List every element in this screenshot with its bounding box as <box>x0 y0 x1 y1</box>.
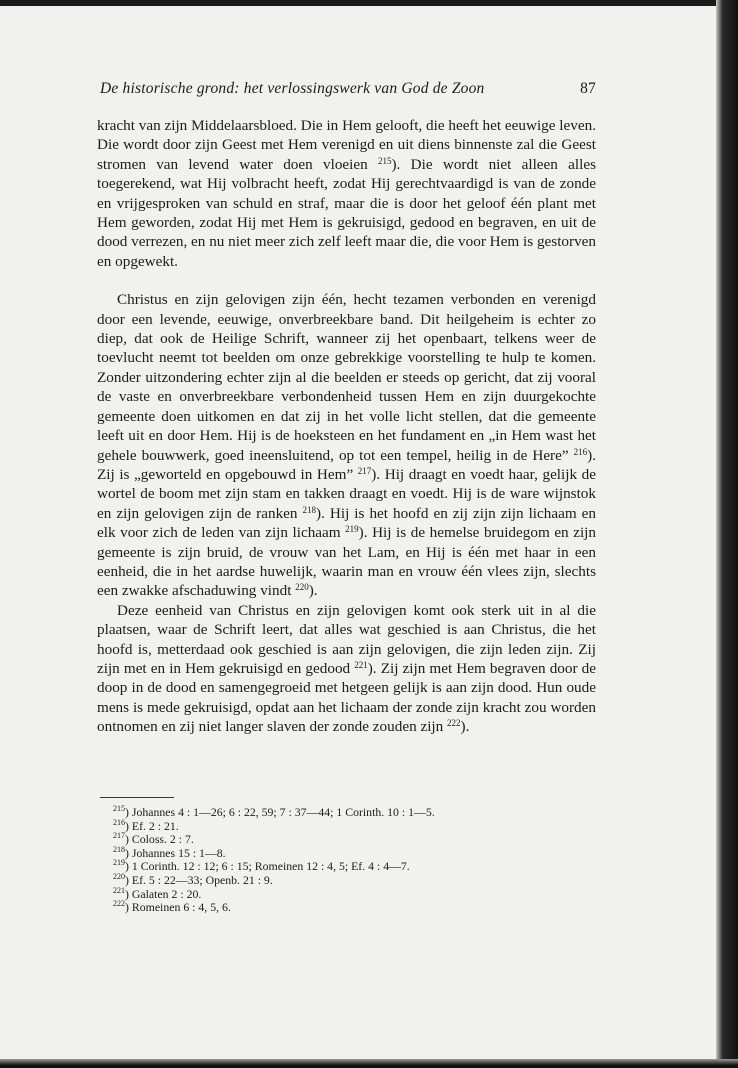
page-edge-bottom <box>0 1059 738 1068</box>
footnote-ref: 222 <box>447 718 461 729</box>
page-edge-right <box>716 0 738 1068</box>
footnote: $^{216}$) Ef. 2 : 21. <box>113 817 179 833</box>
paragraph-3: Deze eenheid van Christus en zijn gelovigen komt ook sterk uit in al die plaatsen, waar de Schrift leert, dat alles wat geschied is aan Christus, die het hoofd is, metterdaad ook geschied is aan zijn gelovigen, die zijn leden zijn. Zij zijn met en in Hem gekruisigd en gedood $^{221}$). Zij zijn met Hem begraven door de doop in de dood en samengegroeid met hetgeen gelijk is aan zijn dood. Hun oude mens is mede gekruisigd, opdat aan het lichaam der zonde zijn kracht zou worden ontnomen en zij niet langer slaven der zonde zouden zijn $^{222}$). <box>97 601 596 736</box>
footnote-ref: 220 <box>295 582 309 593</box>
footnote-ref: 217 <box>357 465 372 476</box>
footnote-ref: 221 <box>354 659 368 670</box>
footnote-ref: 215 <box>378 155 392 166</box>
footnote: $^{218}$) Johannes 15 : 1—8. <box>113 844 226 860</box>
footnote-ref: 216 <box>573 446 588 457</box>
page-number: 87 <box>580 80 596 97</box>
running-header <box>100 80 596 102</box>
footnote-ref: 218 <box>302 504 317 515</box>
footnotes <box>113 806 593 915</box>
footnote: $^{222}$) Romeinen 6 : 4, 5, 6. <box>113 899 231 915</box>
body-text <box>97 116 596 737</box>
footnote-ref: 219 <box>345 524 359 535</box>
footnote: $^{217}$) Coloss. 2 : 7. <box>113 831 194 847</box>
footnote: $^{219}$) 1 Corinth. 12 : 12; 6 : 15; Romeinen 12 : 4, 5; Ef. 4 : 4—7. <box>113 858 410 874</box>
paragraph-2: Christus en zijn gelovigen zijn één, hecht tezamen verbonden en verenigd door een levende, eeuwige, onverbreekbare band. Dit heilgeheim is echter zo diep, dat ook de Heilige Schrift, wanneer zij het openbaart, telkens weer de toevlucht neemt tot beelden om onze gebrekkige voorstelling te hulp te komen. Zonder uitzondering echter zijn al die beelden er steeds op gericht, dat zij vooral de vaste en onverbreekbare verbondenheid tussen Hem en zijn duurgekochte gemeente doen uitkomen en dat zij in het volle licht stellen, dat die gemeente leeft uit en door Hem. Hij is de hoeksteen en het fundament en „in Hem wast het gehele bouwwerk, goed ineensluitend, op tot een tempel, heilig in de Here” $^{216}$). Zij is „geworteld en opgebouwd in Hem” $^{217}$). Hij draagt en voedt haar, gelijk de wortel de boom met zijn stam en takken draagt en voedt. Hij is de ware wijnstok en zijn gelovigen zijn de ranken $^{218}$). Hij is het hoofd en zij zijn zijn lichaam en elk voor zich de leden van zijn lichaam $^{219}$). Hij is de hemelse bruidegom en zijn gemeente is zijn bruid, de vrouw van het Lam, en Hij is één met haar in een eenheid, die in het aardse huwelijk, waarin man en vrouw één vlees zijn, slechts een zwakke afschaduwing vindt $^{220}$). <box>97 291 596 600</box>
paragraph-1: kracht van zijn Middelaarsbloed. Die in Hem gelooft, die heeft het eeuwige leven. Die wordt door zijn Geest met Hem verenigd en uit diens binnenste zal die Geest stromen van levend water doen vloeien $^{215}$). Die wordt niet alleen alles toegerekend, wat Hij volbracht heeft, zodat Hij gerechtvaardigd is van de zonde en vrijgesproken van schuld en straf, maar die is door het geloof één plant met Hem geworden, zodat Hij met Hem is gekruisigd, gedood en begraven, en uit de dood verrezen, en nu niet meer zich zelf leeft maar die, die voor Hem is gestorven en opgewekt. <box>97 117 596 270</box>
footnote-divider <box>100 797 174 798</box>
running-title: De historische grond: het verlossingswerk van God de Zoon <box>100 80 485 97</box>
footnote: $^{221}$) Galaten 2 : 20. <box>113 885 202 901</box>
footnote: $^{215}$) Johannes 4 : 1—26; 6 : 22, 59; 7 : 37—44; 1 Corinth. 10 : 1—5. <box>113 804 435 819</box>
footnote: $^{220}$) Ef. 5 : 22—33; Openb. 21 : 9. <box>113 871 273 887</box>
page-edge-top <box>0 0 738 6</box>
